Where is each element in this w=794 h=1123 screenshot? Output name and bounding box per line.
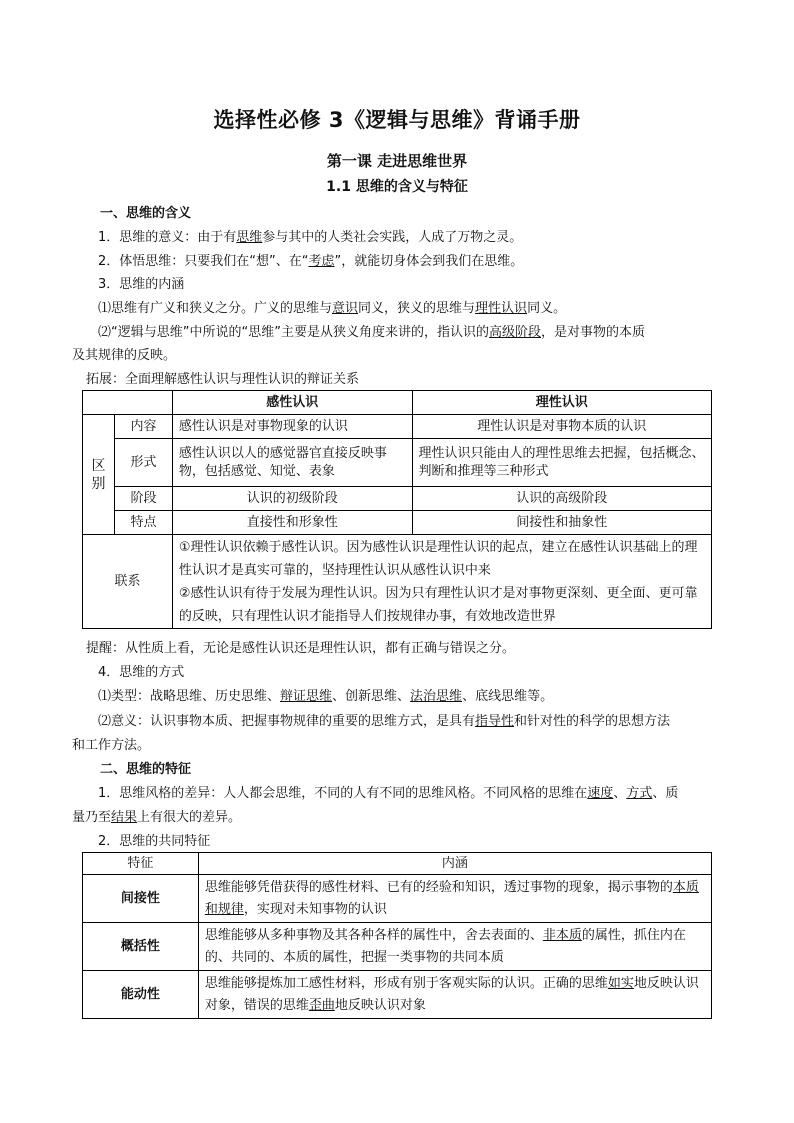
text-line-6: 拓展：全面理解感性认识与理性认识的辩证关系 [86,372,360,387]
table-cell: 认识的初级阶段 [172,487,412,511]
connection-point-1: ①理性认识依赖于感性认识。因为感性认识是理性认识的起点，建立在感性认识基础上的理性认识才是真实可靠的，坚持理性认识从感性认识中来 [178,539,698,578]
features-table [82,852,712,1019]
table-cell: 思维能够提炼加工感性材料，形成有别于客观实际的认识。正确的思维如实地反映认识对象，错误的思维歪曲地反映认识对象 [198,971,711,1019]
heading-meaning: 一、思维的含义 [100,206,192,221]
text-line-8: 4．思维的方式 [98,665,185,680]
connection-point-2: ②感性认识有待于发展为理性认识。因为只有理性认识才是对事物更深刻、更全面、更可靠的反映，只有理性认识才能指导人们按规律办事，有效地改造世界 [178,585,698,624]
row-label: 形式 [114,439,172,487]
table-cell: 理性认识是对事物本质的认识 [412,415,712,439]
text-line-12: 2．思维的共同特征 [98,834,211,849]
row-label: 特点 [114,511,172,535]
table-cell: 感性认识以人的感觉器官直接反映事物，包括感觉、知觉、表象 [172,439,412,487]
text-line-11: 1．思维风格的差异：人人都会思维，不同的人有不同的思维风格。不同风格的思维在速度、方式、质 [98,786,679,801]
feature-label: 概括性 [83,923,199,971]
table-cell: 思维能够从多种事物及其各种各样的属性中，舍去表面的、非本质的属性，抓住内在的、共同的、本质的属性，把握一类事物的共同本质 [198,923,711,971]
text-line-1: 1．思维的意义：由于有思维参与其中的人类社会实践，人成了万物之灵。 [98,230,523,245]
comparison-table [82,390,712,629]
heading-features: 二、思维的特征 [100,762,192,777]
row-label: 阶段 [114,487,172,511]
text-line-11b: 量乃至结果上有很大的差异。 [72,810,242,825]
table-cell: 认识的高级阶段 [412,487,712,511]
text-line-9: ⑴类型：战略思维、历史思维、辩证思维、创新思维、法治思维、底线思维等。 [98,689,554,704]
text-line-3: 3．思维的内涵 [98,277,185,292]
feature-label: 间接性 [83,875,199,923]
table-cell: 间接性和抽象性 [412,511,712,535]
text-line-2: 2．体悟思维：只要我们在“想”、在“考虑”，就能切身体会到我们在思维。 [98,254,524,269]
table-cell: 理性认识只能由人的理性思维去把握，包括概念、判断和推理等三种形式 [412,439,712,487]
text-line-10: ⑵意义：认识事物本质、把握事物规律的重要的思维方式，是具有指导性和针对性的科学的思想方法 [98,714,671,729]
table-cell: 思维能够凭借获得的感性材料、已有的经验和知识，透过事物的现象，揭示事物的本质和规律，实现对未知事物的认识 [198,875,711,923]
table-cell: 直接性和形象性 [172,511,412,535]
table-cell [172,535,711,629]
lesson-title: 第一课 走进思维世界 [326,152,468,170]
text-line-10b: 和工作方法。 [72,738,151,753]
table-corner [83,391,173,415]
text-line-5: ⑵“逻辑与思维”中所说的“思维”主要是从狭义角度来讲的，指认识的高级阶段，是对事物的本质 [98,325,645,340]
table-cell: 感性认识是对事物现象的认识 [172,415,412,439]
row-label: 内容 [114,415,172,439]
text-line-4: ⑴思维有广义和狭义之分。广义的思维与意识同义，狭义的思维与理性认识同义。 [98,301,567,316]
section-title: 1.1 思维的含义与特征 [326,179,468,195]
group-label: 区 别 [83,415,115,535]
document-title: 选择性必修 3《逻辑与思维》背诵手册 [213,108,581,132]
feature-label: 能动性 [83,971,199,1019]
table-header: 内涵 [198,853,711,875]
table-header: 理性认识 [412,391,712,415]
row-label: 联系 [83,535,173,629]
text-line-5b: 及其规律的反映。 [72,348,177,363]
table-header: 感性认识 [172,391,412,415]
table-header: 特征 [83,853,199,875]
text-line-7: 提醒：从性质上看，无论是感性认识还是理性认识，都有正确与错误之分。 [86,641,516,656]
